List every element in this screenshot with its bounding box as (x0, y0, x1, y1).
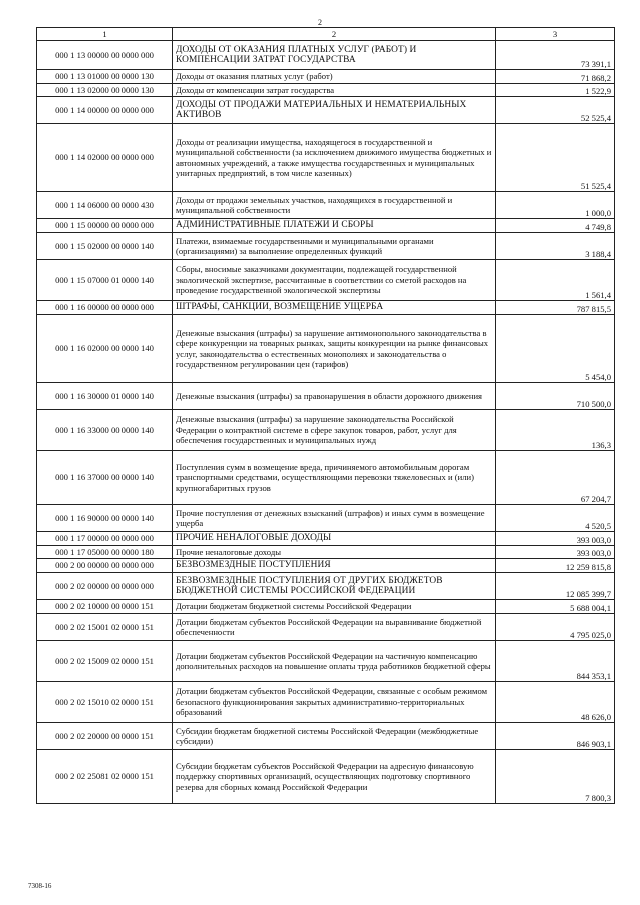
row-amount: 393 003,0 (496, 532, 615, 546)
table-row (37, 410, 615, 451)
row-name: Доходы от оказания платных услуг (работ) (173, 70, 496, 84)
table-header-row (37, 28, 615, 41)
column-header-amount: 3 (496, 28, 615, 41)
row-name: Субсидии бюджетам субъектов Российской Федерации на адресную финансовую поддержку спортивных организаций, осуществляющих подготовку спортивного резерва для сборных команд Российской Федерации (173, 750, 496, 804)
row-name: Платежи, взимаемые государственными и муниципальными органами (организациями) за выполнение определенных функций (173, 233, 496, 260)
column-header-name: 2 (173, 28, 496, 41)
row-code: 000 2 02 15010 02 0000 151 (37, 682, 173, 723)
row-code: 000 1 15 07000 01 0000 140 (37, 260, 173, 301)
row-name: Денежные взыскания (штрафы) за нарушение законодательства Российской Федерации о контрактной системе в сфере закупок товаров, работ, услуг для обеспечения государственных и муниципальных нужд (173, 410, 496, 451)
row-code: 000 2 02 15001 02 0000 151 (37, 614, 173, 641)
row-name: Дотации бюджетам бюджетной системы Российской Федерации (173, 600, 496, 614)
row-name: ДОХОДЫ ОТ ПРОДАЖИ МАТЕРИАЛЬНЫХ И НЕМАТЕРИАЛЬНЫХ АКТИВОВ (173, 97, 496, 124)
table-row (37, 301, 615, 315)
row-amount: 393 003,0 (496, 546, 615, 559)
row-code: 000 1 17 05000 00 0000 180 (37, 546, 173, 559)
table-row (37, 682, 615, 723)
row-code: 000 2 02 10000 00 0000 151 (37, 600, 173, 614)
row-amount: 7 800,3 (496, 750, 615, 804)
row-amount: 51 525,4 (496, 124, 615, 192)
table-row (37, 41, 615, 70)
table-row (37, 451, 615, 505)
row-amount: 1 522,9 (496, 84, 615, 97)
row-amount: 71 868,2 (496, 70, 615, 84)
row-code: 000 2 02 15009 02 0000 151 (37, 641, 173, 682)
row-code: 000 1 14 02000 00 0000 000 (37, 124, 173, 192)
row-code: 000 1 16 00000 00 0000 000 (37, 301, 173, 315)
row-name: Субсидии бюджетам бюджетной системы Российской Федерации (межбюджетные субсидии) (173, 723, 496, 750)
row-name: Прочие неналоговые доходы (173, 546, 496, 559)
row-code: 000 1 13 02000 00 0000 130 (37, 84, 173, 97)
row-name: Денежные взыскания (штрафы) за нарушение антимонопольного законодательства в сфере конкуренции на товарных рынках, защиты конкуренции на рынке финансовых услуг, законодательства о естественных монополиях и законодательства о государственном регулировании цен (тарифов) (173, 315, 496, 383)
row-amount: 710 500,0 (496, 383, 615, 410)
row-amount: 1 561,4 (496, 260, 615, 301)
table-row (37, 573, 615, 600)
document-code: 7308-16 (28, 882, 52, 890)
row-name: Дотации бюджетам субъектов Российской Федерации, связанные с особым режимом безопасного функционирования закрытых административно-территориальных образований (173, 682, 496, 723)
row-amount: 1 000,0 (496, 192, 615, 219)
row-name: Дотации бюджетам субъектов Российской Федерации на частичную компенсацию дополнительных расходов на повышение оплаты труда работников бюджетной сферы (173, 641, 496, 682)
row-amount: 12 259 815,8 (496, 559, 615, 573)
row-name: Доходы от реализации имущества, находящегося в государственной и муниципальной собственности (за исключением движимого имущества бюджетных и автономных учреждений, а также имущества государственных и муниципальных унитарных предприятий, в том числе казенных) (173, 124, 496, 192)
table-row (37, 505, 615, 532)
table-row (37, 600, 615, 614)
row-code: 000 1 16 02000 00 0000 140 (37, 315, 173, 383)
row-name: БЕЗВОЗМЕЗДНЫЕ ПОСТУПЛЕНИЯ ОТ ДРУГИХ БЮДЖЕТОВ БЮДЖЕТНОЙ СИСТЕМЫ РОССИЙСКОЙ ФЕДЕРАЦИИ (173, 573, 496, 600)
row-name: АДМИНИСТРАТИВНЫЕ ПЛАТЕЖИ И СБОРЫ (173, 219, 496, 233)
row-code: 000 1 13 00000 00 0000 000 (37, 41, 173, 70)
table-row (37, 260, 615, 301)
row-amount: 4 795 025,0 (496, 614, 615, 641)
row-code: 000 2 02 00000 00 0000 000 (37, 573, 173, 600)
row-name: Доходы от продажи земельных участков, находящихся в государственной и муниципальной собственности (173, 192, 496, 219)
row-name: ПРОЧИЕ НЕНАЛОГОВЫЕ ДОХОДЫ (173, 532, 496, 546)
row-amount: 67 204,7 (496, 451, 615, 505)
row-name: БЕЗВОЗМЕЗДНЫЕ ПОСТУПЛЕНИЯ (173, 559, 496, 573)
row-code: 000 1 13 01000 00 0000 130 (37, 70, 173, 84)
row-amount: 4 520,5 (496, 505, 615, 532)
row-amount: 136,3 (496, 410, 615, 451)
table-row (37, 192, 615, 219)
row-code: 000 1 14 00000 00 0000 000 (37, 97, 173, 124)
column-header-code: 1 (37, 28, 173, 41)
row-code: 000 1 15 00000 00 0000 000 (37, 219, 173, 233)
table-row (37, 532, 615, 546)
row-code: 000 1 15 02000 00 0000 140 (37, 233, 173, 260)
row-code: 000 1 16 30000 01 0000 140 (37, 383, 173, 410)
row-code: 000 1 16 33000 00 0000 140 (37, 410, 173, 451)
table-row (37, 383, 615, 410)
row-amount: 12 085 399,7 (496, 573, 615, 600)
row-code: 000 2 02 20000 00 0000 151 (37, 723, 173, 750)
row-code: 000 2 02 25081 02 0000 151 (37, 750, 173, 804)
table-row (37, 546, 615, 559)
row-amount: 48 626,0 (496, 682, 615, 723)
row-name: Дотации бюджетам субъектов Российской Федерации на выравнивание бюджетной обеспеченности (173, 614, 496, 641)
row-amount: 844 353,1 (496, 641, 615, 682)
table-row (37, 614, 615, 641)
revenue-table (36, 27, 615, 804)
table-row (37, 315, 615, 383)
table-row (37, 84, 615, 97)
row-name: Прочие поступления от денежных взысканий (штрафов) и иных сумм в возмещение ущерба (173, 505, 496, 532)
table-row (37, 97, 615, 124)
row-name: Доходы от компенсации затрат государства (173, 84, 496, 97)
page-number: 2 (318, 18, 322, 27)
row-amount: 4 749,8 (496, 219, 615, 233)
row-amount: 73 391,1 (496, 41, 615, 70)
row-code: 000 1 14 06000 00 0000 430 (37, 192, 173, 219)
table-row (37, 70, 615, 84)
row-amount: 5 454,0 (496, 315, 615, 383)
row-name: Сборы, вносимые заказчиками документации, подлежащей государственной экологической экспертизе, рассчитанные в соответствии со сметой расходов на проведение государственной экологической экспертизы (173, 260, 496, 301)
table-row (37, 641, 615, 682)
table-row (37, 124, 615, 192)
row-code: 000 2 00 00000 00 0000 000 (37, 559, 173, 573)
table-row (37, 750, 615, 804)
row-amount: 5 688 004,1 (496, 600, 615, 614)
row-code: 000 1 17 00000 00 0000 000 (37, 532, 173, 546)
table-row (37, 233, 615, 260)
row-name: ДОХОДЫ ОТ ОКАЗАНИЯ ПЛАТНЫХ УСЛУГ (РАБОТ) И КОМПЕНСАЦИИ ЗАТРАТ ГОСУДАРСТВА (173, 41, 496, 70)
row-amount: 787 815,5 (496, 301, 615, 315)
row-amount: 3 188,4 (496, 233, 615, 260)
row-code: 000 1 16 90000 00 0000 140 (37, 505, 173, 532)
row-amount: 846 903,1 (496, 723, 615, 750)
row-code: 000 1 16 37000 00 0000 140 (37, 451, 173, 505)
table-row (37, 559, 615, 573)
row-name: Денежные взыскания (штрафы) за правонарушения в области дорожного движения (173, 383, 496, 410)
row-name: ШТРАФЫ, САНКЦИИ, ВОЗМЕЩЕНИЕ УЩЕРБА (173, 301, 496, 315)
row-name: Поступления сумм в возмещение вреда, причиняемого автомобильным дорогам транспортными средствами, осуществляющими перевозки тяжеловесных и (или) крупногабаритных грузов (173, 451, 496, 505)
table-row (37, 219, 615, 233)
row-amount: 52 525,4 (496, 97, 615, 124)
table-row (37, 723, 615, 750)
